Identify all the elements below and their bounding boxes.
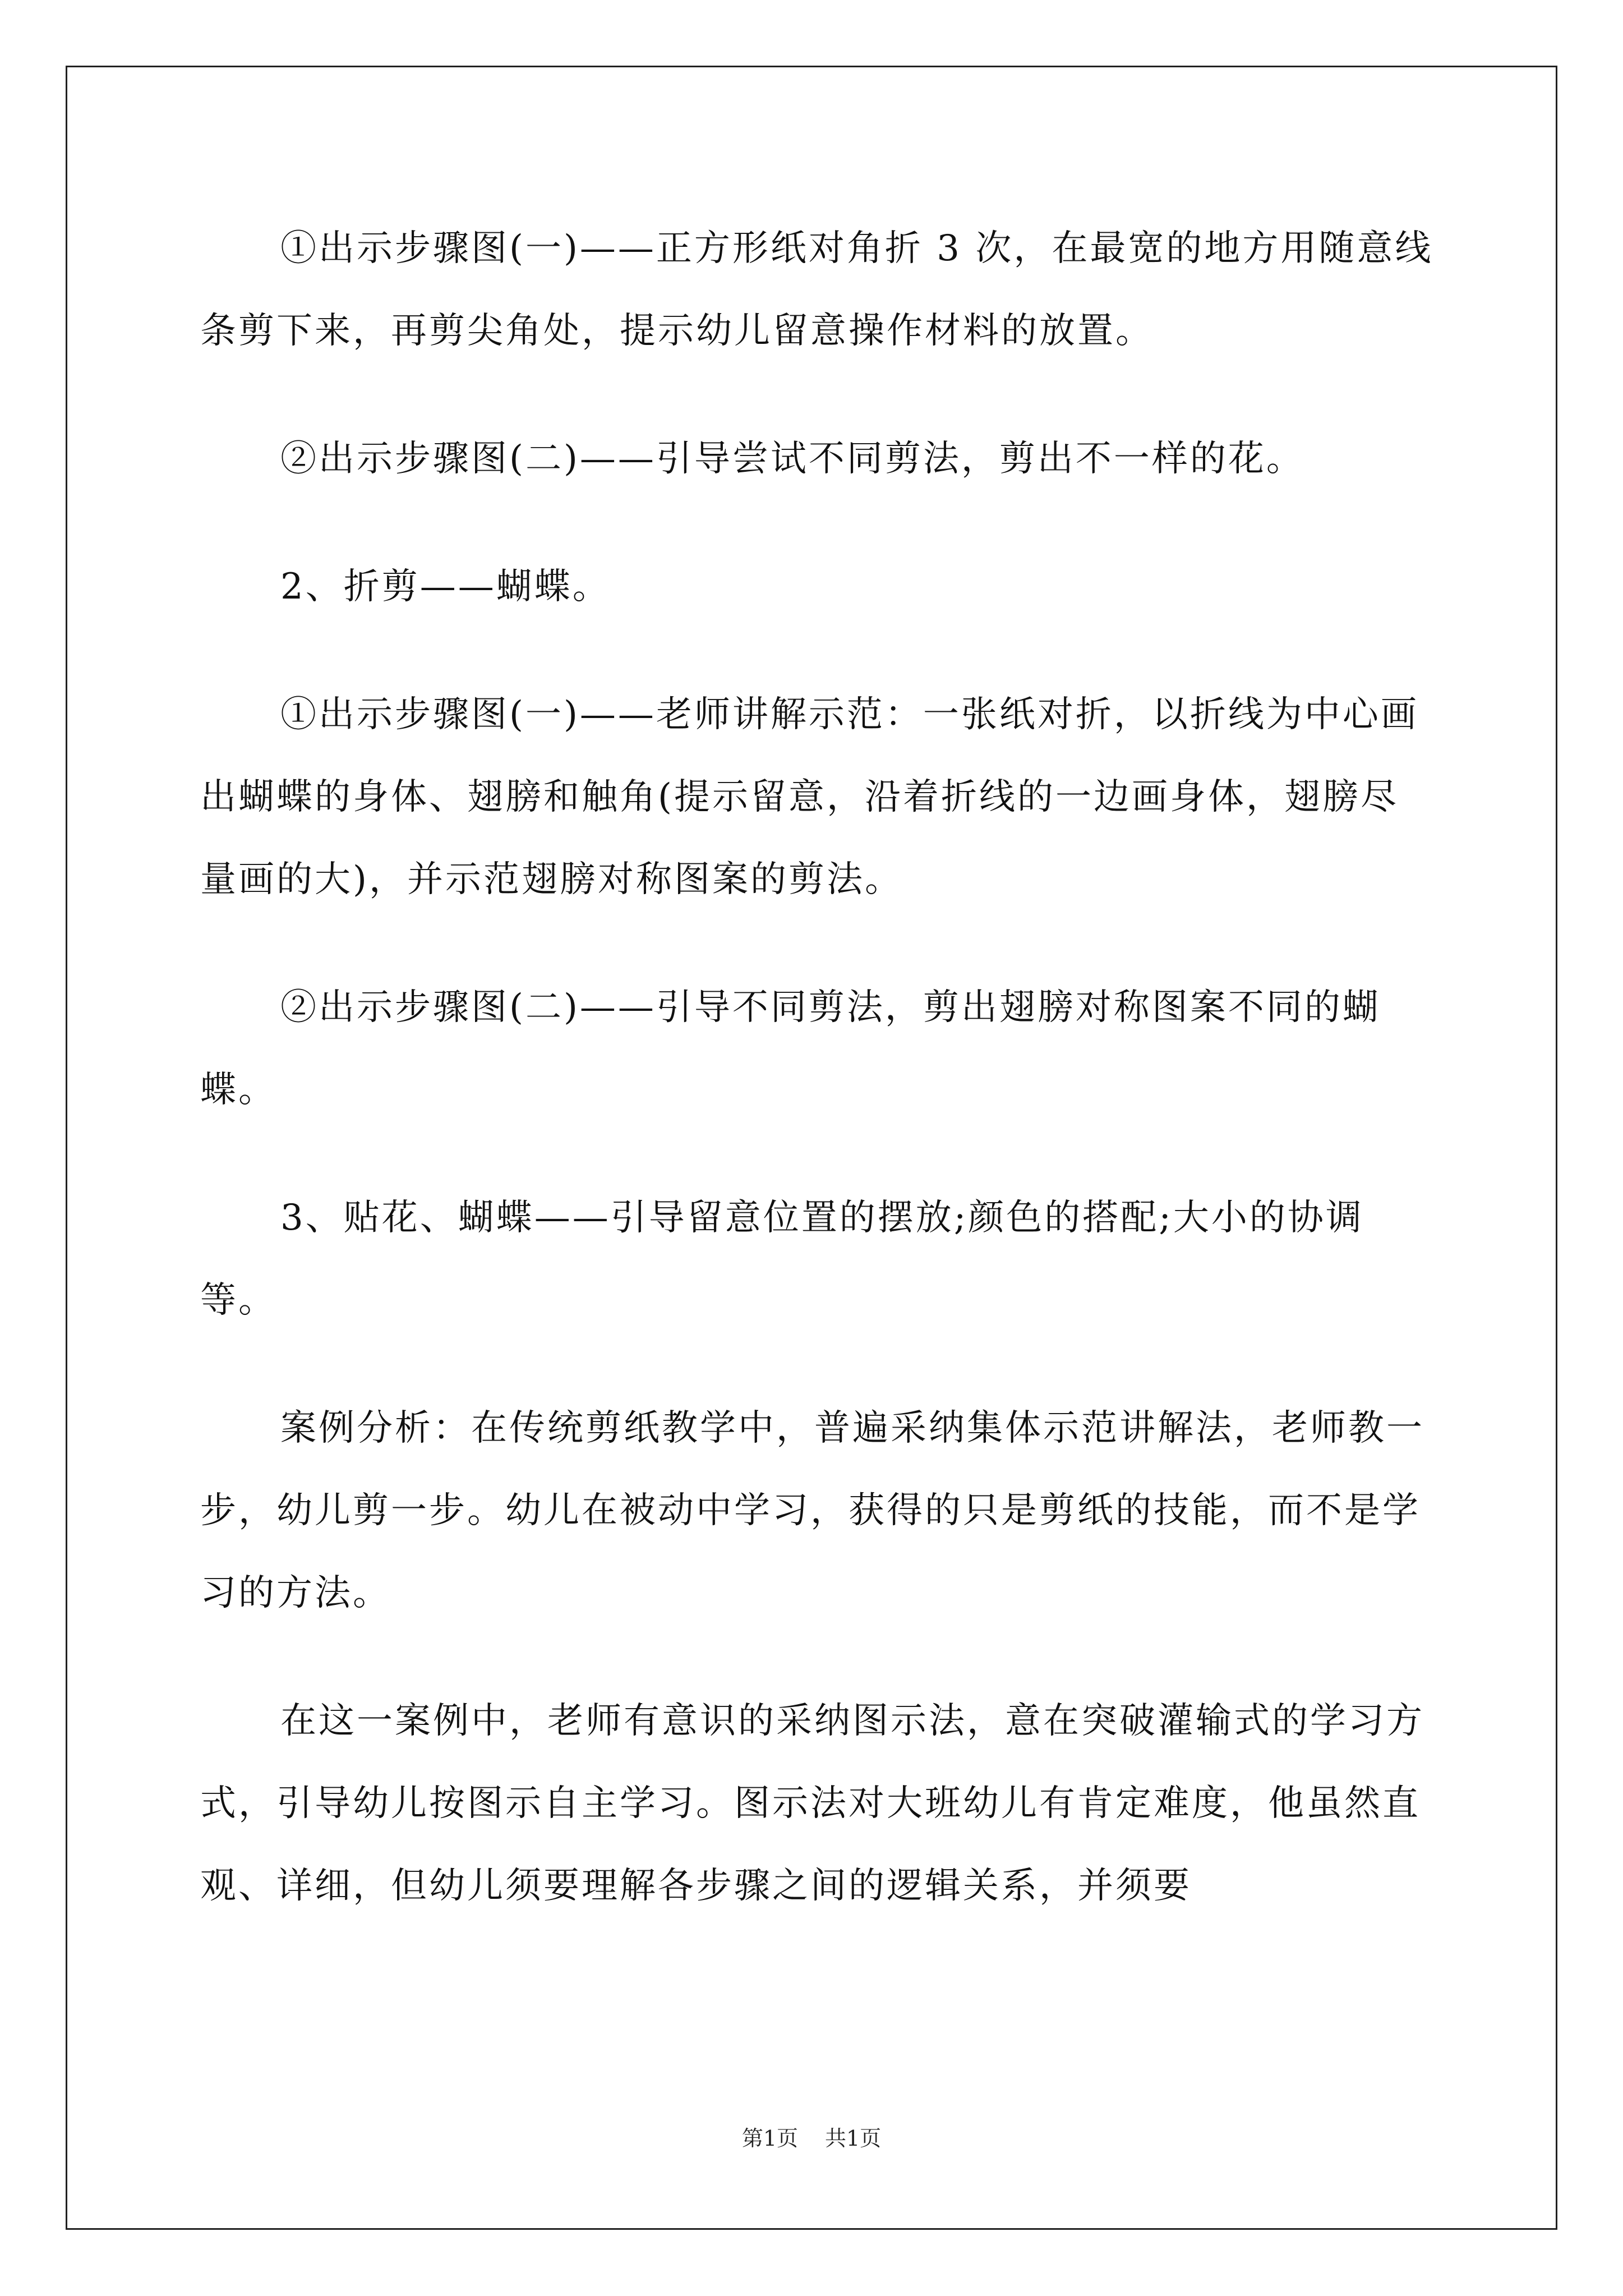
- paragraph: 在这一案例中，老师有意识的采纳图示法，意在突破灌输式的学习方式，引导幼儿按图示自主学习。图示法对大班幼儿有肯定难度，他虽然直观、详细，但幼儿须要理解各步骤之间的逻辑关系，并须要: [200, 1700, 1424, 1907]
- paragraph: ①出示步骤图(一)——老师讲解示范：一张纸对折，以折线为中心画出蝴蝶的身体、翅膀和触角(提示留意，沿着折线的一边画身体，翅膀尽量画的大)，并示范翅膀对称图案的剪法。: [200, 694, 1419, 900]
- page-number-current: 第1页: [741, 2126, 798, 2151]
- paragraph: 2、折剪——蝴蝶。: [280, 566, 611, 608]
- paragraph: ②出示步骤图(二)——引导不同剪法，剪出翅膀对称图案不同的蝴蝶。: [200, 987, 1381, 1111]
- page-number-total: 共1页: [825, 2126, 882, 2151]
- paragraph: ②出示步骤图(二)——引导尝试不同剪法，剪出不一样的花。: [280, 438, 1304, 480]
- paragraph: ①出示步骤图(一)——正方形纸对角折 3 次，在最宽的地方用随意线条剪下来，再剪尖角处，提示幼儿留意操作材料的放置。: [200, 228, 1433, 352]
- document-body: [200, 208, 1434, 1973]
- page-footer: [0, 2124, 1623, 2152]
- paragraph: 案例分析：在传统剪纸教学中，普遍采纳集体示范讲解法，老师教一步，幼儿剪一步。幼儿在被动中学习，获得的只是剪纸的技能，而不是学习的方法。: [200, 1407, 1424, 1614]
- paragraph: 3、贴花、蝴蝶——引导留意位置的摆放;颜色的搭配;大小的协调等。: [200, 1197, 1364, 1321]
